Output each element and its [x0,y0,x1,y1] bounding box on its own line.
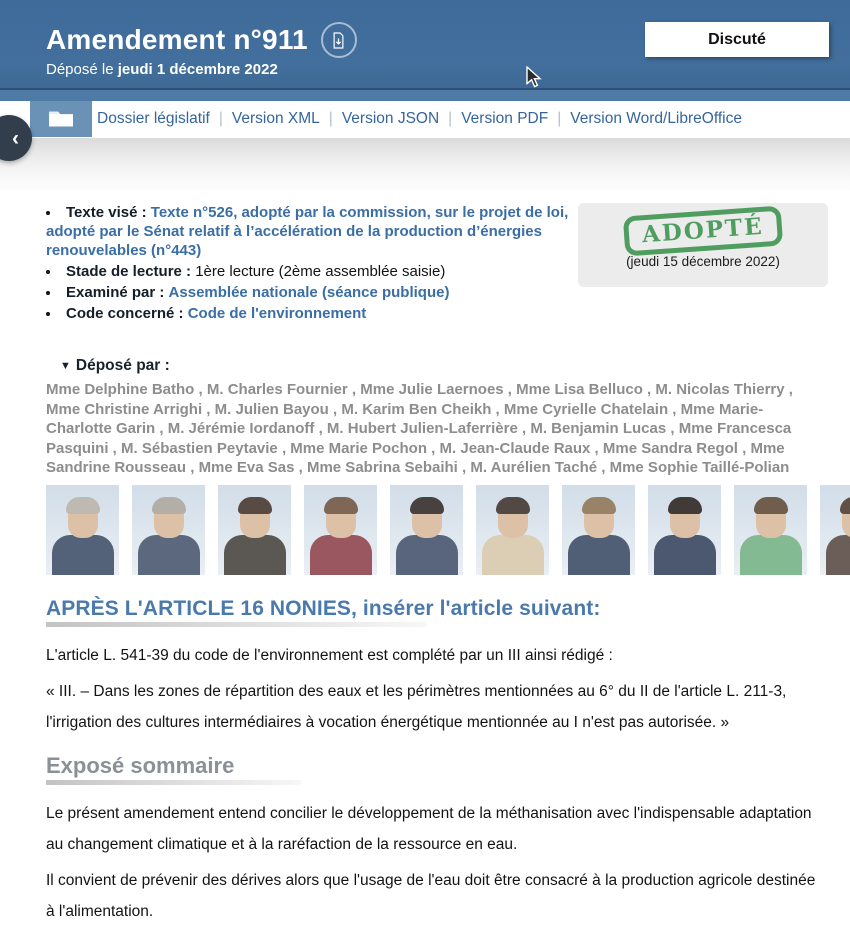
portrait-silhouette [568,535,630,575]
portrait-silhouette [754,497,788,514]
portrait-silhouette [410,497,444,514]
deputies-photos-row [46,485,850,575]
author-link[interactable]: Mme Delphine Batho [46,381,194,398]
texte-vise-link[interactable]: Texte n°526, adopté par la commission, sur le projet de loi, adopté par le Sénat relatif à l’accélération de la production d’énergies renouvelables (n°443) [46,204,568,259]
expose-paragraph: Il convient de prévenir des dérives alors que l'usage de l'eau doit être consacré à la production agricole destinée à l'alimentation. [46,865,823,927]
detail-label: Stade de lecture : [66,263,191,280]
header [0,0,850,88]
nav-link-dossier-legislatif[interactable]: Dossier législatif | [97,110,232,128]
amendment-paragraph: L'article L. 541-39 du code de l'environnement est complété par un III ainsi rédigé : [46,640,823,671]
author-link[interactable]: Mme Marie Pochon [290,440,427,457]
author-link[interactable]: M. Nicolas Thierry [655,381,784,398]
pdf-document-icon [329,31,348,50]
heading-underline [46,622,426,627]
detail-texte-vise [46,203,586,260]
depose-par-toggle[interactable] [46,357,823,375]
pdf-download-button[interactable] [321,22,357,58]
examine-par-link[interactable]: Assemblée nationale (séance publique) [169,284,450,301]
deputy-photo[interactable] [218,485,291,575]
author-link[interactable]: Mme Marie-Charlotte Garin [46,401,763,438]
folder-icon [47,108,75,130]
amendment-heading [46,597,823,621]
author-link[interactable]: Mme Sabrina Sebaihi [307,459,458,476]
portrait-silhouette [668,497,702,514]
portrait-silhouette [740,535,802,575]
amendment-body [46,640,823,738]
author-link[interactable]: M. Jean-Claude Raux [440,440,591,457]
header-substrip [0,88,850,101]
author-link[interactable]: M. Aurélien Taché [470,459,597,476]
author-link[interactable]: Mme Sophie Taillé-Polian [610,459,790,476]
author-link[interactable]: Mme Lisa Belluco [516,381,643,398]
expose-sommaire-title: Exposé sommaire [46,753,823,779]
portrait-silhouette [138,535,200,575]
detail-examine-par [46,283,586,302]
expose-underline [46,780,301,785]
expose-paragraph: Le présent amendement entend concilier le développement de la méthanisation avec l'indispensable adaptation au changement climatique et à la raréfaction de la ressource en eau. [46,798,823,860]
author-link[interactable]: M. Jérémie Iordanoff [168,420,315,437]
author-link[interactable]: Mme Cyrielle Chatelain [504,401,668,418]
details-list [46,203,586,323]
portrait-silhouette [224,535,286,575]
depose-par-label: Déposé par : [76,357,170,374]
deposited-date: jeudi 1 décembre 2022 [118,61,278,78]
nav-link-version-xml[interactable]: Version XML | [232,110,342,128]
expose-body [46,798,823,927]
portrait-silhouette [52,535,114,575]
deposited-line [46,61,278,78]
author-link[interactable]: M. Hubert Julien-Laferrière [327,420,518,437]
portrait-silhouette [654,535,716,575]
content [0,190,850,927]
deputy-photo[interactable] [304,485,377,575]
detail-label: Examiné par : [66,284,164,301]
detail-stade-lecture [46,262,586,281]
version-links [97,101,742,137]
amendment-paragraph: « III. – Dans les zones de répartition des eaux et les périmètres mentionnées au 6° du II de l'article L. 211-3, l'irrigation des cultures intermédiaires à vocation énergétique mentionnée au I n'est pas autorisée. » [46,676,823,738]
dossier-folder-tab[interactable] [30,101,92,137]
portrait-silhouette [310,535,372,575]
deputy-photo[interactable] [562,485,635,575]
chevron-left-icon: ‹ [12,128,19,149]
author-link[interactable]: Mme Sandra Regol [603,440,738,457]
portrait-silhouette [238,497,272,514]
portrait-silhouette [152,497,186,514]
page-title: Amendement n°911 [46,24,308,56]
detail-code-concerne [46,304,586,323]
status-box [578,203,828,287]
author-link[interactable]: M. Charles Fournier [207,381,348,398]
code-concerne-link[interactable]: Code de l'environnement [188,305,367,322]
amendment-heading-rest: , insérer l'article suivant: [351,597,600,620]
deputy-photo[interactable] [132,485,205,575]
deputy-photo[interactable] [734,485,807,575]
deposited-prefix: Déposé le [46,61,118,78]
deputy-photo[interactable] [46,485,119,575]
stade-lecture-value: 1ère lecture (2ème assemblée saisie) [195,263,445,280]
author-link[interactable]: Mme Eva Sas [199,459,295,476]
portrait-silhouette [840,497,850,514]
nav-link-version-json[interactable]: Version JSON | [342,110,461,128]
portrait-silhouette [496,497,530,514]
author-link[interactable]: Mme Francesca Pasquini [46,420,791,457]
portrait-silhouette [396,535,458,575]
deputy-photo[interactable] [820,485,850,575]
author-link[interactable]: Mme Julie Laernoes [360,381,503,398]
author-link[interactable]: M. Karim Ben Cheikh [341,401,491,418]
amendment-heading-article: APRÈS L'ARTICLE 16 NONIES [46,597,351,620]
authors-names: Mme Delphine Batho , M. Charles Fournier , Mme Julie Laernoes , Mme Lisa Belluco , M. Nicolas Thierry , Mme Christine Arrighi , M. Julien Bayou , M. Karim Ben Cheikh , Mme Cyrielle Chatelain , Mme Marie-Charlotte Garin , M. Jérémie Iordanoff , M. Hubert Julien-Laferrière , M. Benjamin Lucas , Mme Francesca Pasquini , M. Sébastien Peytavie , Mme Marie Pochon , M. Jean-Claude Raux , Mme Sandra Regol , Mme Sandrine Rousseau , Mme Eva Sas , Mme Sabrina Sebaihi , M. Aurélien Taché , Mme Sophie Taillé-Polian [46,380,823,478]
author-link[interactable]: M. Sébastien Peytavie [121,440,278,457]
nav-link-version-word[interactable]: Version Word/LibreOffice [570,110,742,128]
deputy-photo[interactable] [390,485,463,575]
deputy-photo[interactable] [648,485,721,575]
nav-bar [0,101,850,138]
nav-link-version-pdf[interactable]: Version PDF | [461,110,570,128]
deputy-photo[interactable] [476,485,549,575]
portrait-silhouette [482,535,544,575]
detail-label: Texte visé : [66,204,147,221]
authors-section [46,357,823,478]
author-link[interactable]: M. Benjamin Lucas [530,420,666,437]
discute-status-button[interactable]: Discuté [645,22,829,57]
detail-label: Code concerné : [66,305,184,322]
author-link[interactable]: M. Julien Bayou [215,401,329,418]
portrait-silhouette [324,497,358,514]
chevron-down-icon: ▼ [60,360,71,372]
page-shadow-band [0,138,850,190]
adopted-stamp: ADOPTÉ [623,206,783,257]
author-link[interactable]: Mme Sandrine Rousseau [46,440,785,477]
author-link[interactable]: Mme Christine Arrighi [46,401,202,418]
portrait-silhouette [582,497,616,514]
portrait-silhouette [826,535,850,575]
portrait-silhouette [66,497,100,514]
adopted-date: (jeudi 15 décembre 2022) [578,254,828,269]
